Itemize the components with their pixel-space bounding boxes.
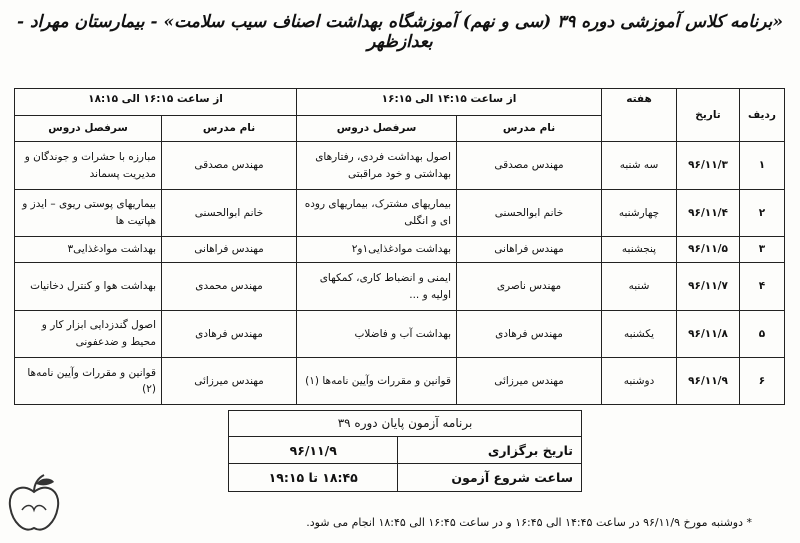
row-topic-2: قوانین و مقررات وآیین نامه‌ها (۲) bbox=[15, 357, 162, 404]
row-teacher-1: خانم ابوالحسنی bbox=[457, 189, 602, 236]
exam-date-label: تاریخ برگزاری bbox=[398, 436, 582, 464]
row-date: ۹۶/۱۱/۷ bbox=[677, 263, 740, 310]
row-teacher-1: مهندس مصدقی bbox=[457, 142, 602, 189]
row-topic-2: اصول گندزدایی ابزار کار و محیط و ضدعفونی bbox=[15, 310, 162, 357]
row-teacher-2: مهندس محمدی bbox=[162, 263, 297, 310]
header-topic-1: سرفصل دروس bbox=[297, 115, 457, 142]
row-teacher-2: مهندس مصدقی bbox=[162, 142, 297, 189]
row-day: پنجشنبه bbox=[602, 236, 677, 263]
table-row bbox=[15, 357, 785, 404]
header-date: تاریخ bbox=[677, 89, 740, 142]
row-day: سه شنبه bbox=[602, 142, 677, 189]
row-date: ۹۶/۱۱/۵ bbox=[677, 236, 740, 263]
exam-time-row bbox=[229, 464, 582, 492]
row-teacher-2: مهندس فرهادی bbox=[162, 310, 297, 357]
row-number: ۳ bbox=[740, 236, 785, 263]
row-teacher-1: مهندس میرزائی bbox=[457, 357, 602, 404]
row-day: دوشنبه bbox=[602, 357, 677, 404]
row-date: ۹۶/۱۱/۳ bbox=[677, 142, 740, 189]
row-number: ۶ bbox=[740, 357, 785, 404]
row-topic-2: بهداشت هوا و کنترل دخانیات bbox=[15, 263, 162, 310]
table-row bbox=[15, 189, 785, 236]
row-day: شنبه bbox=[602, 263, 677, 310]
row-topic-1: قوانین و مقررات وآیین نامه‌ها (۱) bbox=[297, 357, 457, 404]
row-date: ۹۶/۱۱/۸ bbox=[677, 310, 740, 357]
row-topic-1: بهداشت آب و فاضلاب bbox=[297, 310, 457, 357]
row-number: ۲ bbox=[740, 189, 785, 236]
header-slot2: از ساعت ۱۶:۱۵ الی ۱۸:۱۵ bbox=[15, 89, 297, 116]
exam-date-row bbox=[229, 436, 582, 464]
apple-logo-icon bbox=[4, 470, 64, 540]
row-teacher-1: مهندس فراهانی bbox=[457, 236, 602, 263]
row-topic-1: بیماریهای مشترک، بیماریهای روده ای و انگلی bbox=[297, 189, 457, 236]
header-teacher-1: نام مدرس bbox=[457, 115, 602, 142]
exam-date-value: ۹۶/۱۱/۹ bbox=[229, 436, 398, 464]
header-row-1 bbox=[15, 89, 785, 116]
row-topic-2: مبارزه با حشرات و جوندگان و مدیریت پسماند bbox=[15, 142, 162, 189]
row-teacher-1: مهندس ناصری bbox=[457, 263, 602, 310]
exam-table bbox=[228, 410, 582, 492]
footnote: * دوشنبه مورخ ۹۶/۱۱/۹ در ساعت ۱۴:۴۵ الی ۱۶:۴۵ و در ساعت ۱۶:۴۵ الی ۱۸:۴۵ انجام می شود. bbox=[306, 516, 752, 529]
page-title: «برنامه کلاس آموزشی دوره ۳۹ (سی و نهم) آموزشگاه بهداشت اصناف سیب سلامت» - بیمارستان مهراد - بعدازظهر bbox=[16, 12, 784, 52]
header-slot1: از ساعت ۱۴:۱۵ الی ۱۶:۱۵ bbox=[297, 89, 602, 116]
header-day: هفته bbox=[602, 89, 677, 142]
exam-time-value: ۱۸:۴۵ تا ۱۹:۱۵ bbox=[229, 464, 398, 492]
row-teacher-2: خانم ابوالحسنی bbox=[162, 189, 297, 236]
row-day: چهارشنبه bbox=[602, 189, 677, 236]
row-number: ۴ bbox=[740, 263, 785, 310]
row-teacher-2: مهندس فراهانی bbox=[162, 236, 297, 263]
header-row-no: ردیف bbox=[740, 89, 785, 142]
row-date: ۹۶/۱۱/۴ bbox=[677, 189, 740, 236]
row-date: ۹۶/۱۱/۹ bbox=[677, 357, 740, 404]
row-topic-2: بیماریهای پوستی ریوی – ایدز و هپاتیت ها bbox=[15, 189, 162, 236]
row-topic-1: ایمنی و انضباط کاری، کمکهای اولیه و ... bbox=[297, 263, 457, 310]
row-topic-1: بهداشت موادغذایی۱و۲ bbox=[297, 236, 457, 263]
header-topic-2: سرفصل دروس bbox=[15, 115, 162, 142]
exam-title: برنامه آزمون پایان دوره ۳۹ bbox=[229, 411, 582, 437]
table-row bbox=[15, 310, 785, 357]
exam-time-label: ساعت شروع آزمون bbox=[398, 464, 582, 492]
row-teacher-1: مهندس فرهادی bbox=[457, 310, 602, 357]
exam-title-row bbox=[229, 411, 582, 437]
row-day: یکشنبه bbox=[602, 310, 677, 357]
row-topic-1: اصول بهداشت فردی، رفتارهای بهداشتی و خود مراقبتی bbox=[297, 142, 457, 189]
table-row bbox=[15, 263, 785, 310]
table-row bbox=[15, 236, 785, 263]
row-number: ۵ bbox=[740, 310, 785, 357]
schedule-table bbox=[14, 88, 785, 405]
header-teacher-2: نام مدرس bbox=[162, 115, 297, 142]
row-number: ۱ bbox=[740, 142, 785, 189]
row-topic-2: بهداشت موادغذایی۳ bbox=[15, 236, 162, 263]
row-teacher-2: مهندس میرزائی bbox=[162, 357, 297, 404]
table-row bbox=[15, 142, 785, 189]
